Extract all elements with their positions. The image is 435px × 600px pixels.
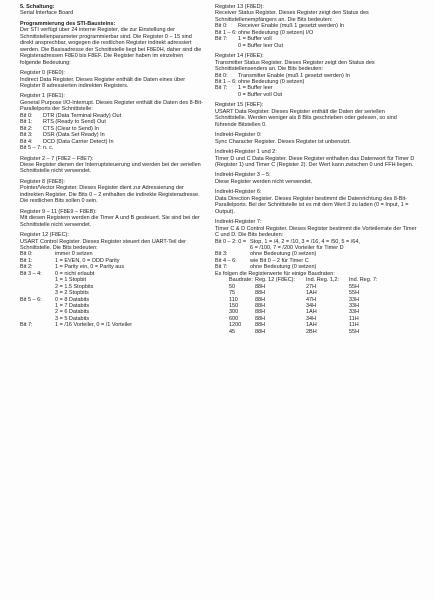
table-cell: 33H [349, 303, 360, 310]
register-14-text: Transmitter Status Register. Dieses Register zeigt den Status des Schnittstellensenders an. Die Bits bedeuten: [215, 59, 375, 73]
table-cell: 88H [255, 328, 266, 335]
table-cell: 55H [349, 328, 360, 335]
bit-value: 2 = 1.5 Stopbits [55, 283, 94, 290]
indirect-register-3-5-text: Diese Register werden nicht verwendet. [215, 178, 313, 185]
bit-value: 6 = /100, 7 = /200 Vorteiler für Timer D [250, 244, 344, 251]
bit-value: DTR (Data Terminal Ready) Out [43, 112, 122, 119]
bit-value: 0 = nicht erlaubt [55, 270, 95, 277]
right-column [215, 4, 417, 335]
bit-row [215, 43, 417, 49]
table-row [229, 329, 379, 335]
table-cell: 88H [255, 303, 266, 310]
register-2-7-text: Diese Register dienen der Interruptsteuerung und werden bei der seriellen Schnittstelle nicht verwendet. [20, 161, 201, 175]
bit-key: Bit 2: [20, 125, 33, 132]
bit-value: 0 = 8 Databits [55, 296, 90, 303]
table-cell: 150 [229, 303, 239, 310]
bit-key: Bit 0: [215, 72, 228, 79]
table-cell: 47H [306, 296, 317, 303]
bit-key: Bit 7: [215, 36, 228, 43]
bit-key [215, 43, 238, 49]
bit-value: RTS (Ready to Send) Out [43, 119, 106, 126]
register-13-bit-list [215, 23, 417, 49]
table-cell: 33H [349, 296, 360, 303]
bit-key: Bit 5 – 6: [20, 296, 42, 303]
bit-value: 0 = Buffer voll Out [238, 91, 283, 98]
table-header-ind-reg-7: Ind. Reg. 7: [349, 277, 378, 284]
bit-value: 1 = Parity ein, 0 = Parity aus [55, 264, 125, 271]
register-12-text: USART Control Register. Dieses Register steuert den UART-Teil der Schnittstelle. Die Bits bedeuten: [20, 238, 186, 251]
register-14-title: Register 14 (F8EE): [215, 53, 264, 60]
register-1-title: Register 1 (F8E1): [20, 93, 65, 100]
bit-value: 1 = /16 Vorteiler, 0 = /1 Vorteiler [55, 322, 133, 329]
bit-value: ohne Bedeutung (0 setzen) I/O [238, 29, 314, 36]
register-8-title: Register 8 (F8E8): [20, 178, 65, 185]
register-1-text: General Purpose I/O-Interrupt. Dieses Register enthält die Daten des 8-Bit-Parallelports der Schnittstelle: [20, 99, 203, 113]
bit-value: 3 = 2 Stopbits [55, 290, 89, 297]
table-cell: 110 [229, 296, 238, 303]
bit-value: wie Bit 0 – 2 für Timer C [250, 257, 309, 264]
bit-value: 1 = 7 Databits [55, 303, 90, 310]
table-cell: 1AH [306, 309, 317, 316]
register-2-7-title: Register 2 – 7 (F8E2 – F8E7): [20, 155, 94, 162]
indirect-register-0-title: Indirekt-Register 0: [215, 132, 262, 139]
bit-key: Bit 1 – 6: [215, 29, 237, 36]
baudrate-table-intro: Es folgen die Registerwerte für einige Baudraten: [215, 270, 335, 277]
bit-value: Receiver Enable (muß 1 gesetzt werden) In [238, 23, 345, 30]
bit-key: Bit 7: [215, 85, 228, 92]
table-cell: 88H [255, 315, 266, 322]
baudrate-table-body [229, 284, 379, 336]
table-cell: 55H [349, 283, 360, 290]
bit-key: Bit 7: [20, 322, 33, 329]
bit-row [20, 322, 203, 328]
table-cell: 88H [255, 290, 266, 297]
register-0-text: Indirect Data Register. Dieses Register enthält die Daten eines über Register 8 adressierten indirekten Registers. [20, 76, 186, 89]
bit-value: ohne Bedeutung (0 setzen) [238, 78, 305, 85]
bit-value: DSR (Data Set Ready) In [43, 132, 105, 139]
register-0-title: Register 0 (F8E0): [20, 70, 65, 77]
bit-key: Bit 0 – 2: 0 = [215, 238, 247, 245]
bit-key: Bit 5 – 7: [20, 145, 42, 152]
indirect-register-6-text: Data Direction Register. Dieses Register bestimmt die Datenrichtung des 8-Bit-Parallelports. Bei der Schnittstelle ist es mit dem Wert 3 zu laden (0 = Input, 1 = Output). [215, 195, 409, 215]
bit-key: Bit 1: [20, 119, 33, 126]
table-cell: 34H [306, 303, 317, 310]
programming-paragraph: Der STI verfügt über 24 interne Register, die zur Einstellung der Schnittstellenparameter programmierbar sind. Die Register 0 – 15 sind direkt ansprechbar, wogegen die restlichen Register indirekt adressiert werden. Die Basisadresse der Schnittstelle liegt bei F8E0H, daher sind die Registeradressen F8E0 bis F8EF. Die Register haben im einzelnen folgende Bedeutung: [20, 27, 202, 66]
table-cell: 88H [255, 309, 266, 316]
bit-value: n. c. [43, 145, 54, 152]
table-header-ind-reg-1-2: Ind. Reg. 1,2: [306, 277, 340, 284]
bit-key: Bit 3: [215, 251, 228, 258]
table-cell: 75 [229, 290, 236, 297]
table-header-baudrate: Baudrate: [229, 277, 253, 284]
table-cell: 2BH [306, 328, 317, 335]
bit-row [215, 264, 417, 270]
bit-value: 3 = 5 Databits [55, 315, 90, 322]
table-cell: 11H [349, 315, 359, 322]
bit-key: Bit 0: [20, 251, 33, 258]
bit-value: Transmitter Enable (muß 1 gesetzt werden) In [238, 72, 350, 79]
register-13-title: Register 13 (F8ED): [215, 4, 264, 10]
table-cell: 34H [306, 315, 317, 322]
table-cell: 88H [255, 322, 266, 329]
table-cell: 45 [229, 328, 236, 335]
bit-key: Bit 4 – 6: [215, 257, 237, 264]
table-cell: 1200 [229, 322, 242, 329]
register-9-11-text: Mit diesen Registern werden die Timer A und B gesteuert. Sie sind bei der Schnittstelle nicht verwendet. [20, 215, 200, 228]
bit-value: CTS (Clear to Send) In [43, 125, 99, 132]
register-8-text: Pointer/Vector Register. Dieses Register dient zur Adressierung der indirekten Register. Die Bits 0 – 2 enthalten die indirekte Registeradresse. Die restlichen Bits sollen 0 sein. [20, 185, 200, 205]
bit-key: Bit 2: [20, 264, 33, 271]
programming-heading: Programmierung des STI-Bausteins: [20, 20, 116, 27]
bit-key [215, 92, 238, 98]
table-cell: 600 [229, 315, 239, 322]
bit-value: 2 = 6 Databits [55, 309, 90, 316]
table-cell: 50 [229, 283, 236, 290]
register-15-title: Register 15 (F8EF): [215, 102, 264, 109]
table-cell: 33H [349, 309, 360, 316]
section-number: 5. Schaltung: [20, 4, 55, 10]
table-header-reg12: Reg. 12 (F8EC): [255, 277, 296, 284]
indirect-register-1-2-text: Timer D und C Data Register. Diese Register enthalten das Datenwort für Timer D (Register 1) und Timer C (Register 2). Der Wert kann zwischen 0 und FFH liegen. [215, 155, 415, 168]
table-cell: 1AH [306, 290, 317, 297]
table-cell: 11H [349, 322, 359, 329]
bit-value: 1 = Buffer voll [238, 36, 272, 43]
indirect-register-1-2-title: Indirekt-Register 1 und 2: [215, 149, 277, 156]
bit-value: 1 = 1 Stopbit [55, 277, 87, 284]
bit-key: Bit 0: [215, 23, 228, 30]
bit-value: 0 = Buffer leer Out [238, 42, 283, 49]
table-cell: 1AH [306, 322, 317, 329]
register-13-text: Receiver Status Register. Dieses Register zeigt den Status des Schnittstellenempfängers an. Die Bits bedeuten: [215, 10, 369, 23]
bit-value: 1 = Buffer leer [238, 85, 273, 92]
bit-key: Bit 7: [215, 264, 228, 271]
bit-row [20, 145, 203, 151]
bit-key: Bit 4: [20, 138, 33, 145]
table-cell: 55H [349, 290, 360, 297]
indirect-register-3-5-title: Indirekt-Register 3 – 5: [215, 172, 271, 179]
bit-key: Bit 1: [20, 257, 33, 264]
register-1-bit-list [20, 113, 203, 152]
bit-key: Bit 3: [20, 132, 33, 139]
indirect-register-7-text: Timer C & D Control Register. Dieses Register bestimmt die Vorteilerrate der Timer C und D. Die Bits bedeuten: [215, 225, 417, 239]
baudrate-table [229, 277, 379, 335]
bit-value: immer 0 setzen [55, 251, 93, 258]
register-9-11-title: Register 9 – 11 (F8E9 – F8EB): [20, 208, 97, 215]
bit-row [215, 92, 417, 98]
register-12-bit-list [20, 251, 203, 328]
indirect-register-0-text: Sync Character Register. Dieses Register ist unbenutzt. [215, 138, 351, 145]
table-cell: 88H [255, 283, 266, 290]
section-title: Serial Interface Board [20, 10, 74, 17]
bit-value: 1 = EVEN, 0 = ODD Parity [55, 257, 120, 264]
indirect-register-7-bit-list [215, 239, 417, 271]
table-cell: 300 [229, 309, 239, 316]
bit-value: ohne Bedeutung (0 setzen) [250, 264, 317, 271]
indirect-register-7-title: Indirekt-Register 7: [215, 219, 262, 226]
bit-key: Bit 1 – 6: [215, 78, 237, 85]
indirect-register-6-title: Indirekt-Register 6: [215, 189, 262, 196]
bit-key: Bit 0: [20, 112, 33, 119]
bit-value: DCD (Data Carrier Detect) In [43, 138, 114, 145]
register-15-text: USART Data Register. Dieses Register enthält die Daten der seriellen Schnittstelle. Werden weniger als 8 Bits geschrieben oder gelesen, so sind führende Bitstellen 0. [215, 108, 397, 128]
table-cell: 27H [306, 283, 317, 290]
left-column [20, 4, 203, 329]
register-12-title: Register 12 (F8EC): [20, 232, 69, 239]
bit-value: Stop, 1 = /4, 2 = /10, 3 = /16, 4 = /50, 5 = /64, [250, 238, 360, 245]
table-cell: 88H [255, 296, 266, 303]
bit-value: ohne Bedeutung (0 setzen) [250, 251, 317, 258]
register-14-bit-list [215, 73, 417, 99]
bit-key: Bit 3 – 4: [20, 270, 42, 277]
